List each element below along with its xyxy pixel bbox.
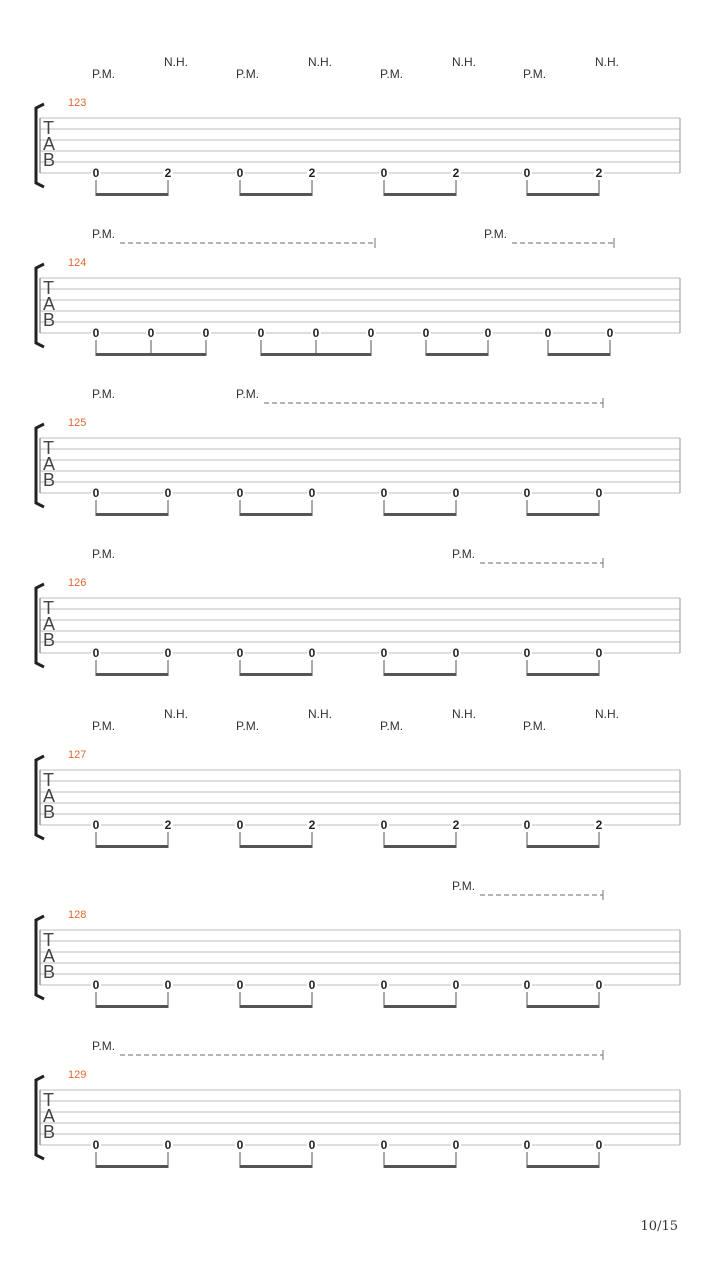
note-beam (527, 673, 599, 676)
fret-number: 0 (380, 1138, 388, 1152)
measure-number: 124 (68, 257, 87, 269)
note-beam (240, 193, 312, 196)
fret-number: 0 (595, 486, 603, 500)
fret-number: 0 (595, 646, 603, 660)
fret-number: 0 (147, 326, 155, 340)
fret-number: 0 (257, 326, 265, 340)
fret-number: 0 (308, 646, 316, 660)
measure-number: 123 (68, 97, 87, 109)
tab-system (36, 1039, 680, 1168)
tab-clef-letter: T (43, 598, 54, 618)
palm-mute-label: P.M. (380, 67, 404, 81)
note-beam (96, 193, 168, 196)
natural-harmonic-label: N.H. (308, 55, 332, 69)
tab-clef-letter: A (43, 454, 56, 474)
fret-number: 0 (606, 326, 614, 340)
tab-clef-letter: B (43, 962, 56, 982)
fret-number: 0 (523, 486, 531, 500)
fret-number: 2 (595, 818, 603, 832)
palm-mute-label: P.M. (92, 719, 116, 733)
note-beam (527, 1005, 599, 1008)
fret-number: 0 (452, 486, 460, 500)
fret-number: 0 (92, 486, 100, 500)
tab-clef-letter: A (43, 614, 56, 634)
palm-mute-label: P.M. (236, 719, 260, 733)
fret-number: 0 (164, 486, 172, 500)
fret-number: 0 (236, 646, 244, 660)
tab-clef-letter: B (43, 150, 56, 170)
fret-number: 0 (92, 166, 100, 180)
tab-clef-letter: T (43, 1090, 54, 1110)
palm-mute-label: P.M. (236, 387, 260, 401)
palm-mute-label: P.M. (380, 719, 404, 733)
palm-mute-label: P.M. (484, 227, 508, 241)
fret-number: 0 (92, 646, 100, 660)
palm-mute-label: P.M. (523, 67, 547, 81)
natural-harmonic-label: N.H. (452, 707, 476, 721)
tab-system (36, 879, 680, 1008)
fret-number: 0 (380, 486, 388, 500)
palm-mute-label: P.M. (92, 387, 116, 401)
note-beam (261, 353, 371, 356)
note-beam (426, 353, 488, 356)
fret-number: 0 (92, 818, 100, 832)
note-beam (384, 193, 456, 196)
fret-number: 2 (164, 166, 172, 180)
tab-clef-letter: T (43, 930, 54, 950)
tab-system (36, 227, 680, 356)
fret-number: 0 (523, 646, 531, 660)
tab-clef-letter: A (43, 1106, 56, 1126)
note-beam (240, 1165, 312, 1168)
tab-clef-letter: A (43, 134, 56, 154)
note-beam (384, 673, 456, 676)
fret-number: 0 (308, 486, 316, 500)
note-beam (96, 1005, 168, 1008)
natural-harmonic-label: N.H. (308, 707, 332, 721)
natural-harmonic-label: N.H. (164, 707, 188, 721)
note-beam (96, 513, 168, 516)
note-beam (240, 1005, 312, 1008)
fret-number: 0 (380, 818, 388, 832)
palm-mute-label: P.M. (92, 547, 116, 561)
natural-harmonic-label: N.H. (164, 55, 188, 69)
tab-system (36, 387, 680, 516)
note-beam (384, 845, 456, 848)
fret-number: 0 (164, 646, 172, 660)
fret-number: 0 (484, 326, 492, 340)
measure-number: 129 (68, 1069, 87, 1081)
note-beam (96, 353, 206, 356)
tab-clef-letter: B (43, 802, 56, 822)
fret-number: 0 (236, 978, 244, 992)
fret-number: 2 (595, 166, 603, 180)
fret-number: 0 (92, 978, 100, 992)
fret-number: 0 (380, 646, 388, 660)
fret-number: 2 (308, 166, 316, 180)
fret-number: 0 (523, 978, 531, 992)
palm-mute-label: P.M. (452, 879, 476, 893)
tab-clef-letter: T (43, 770, 54, 790)
fret-number: 0 (312, 326, 320, 340)
palm-mute-label: P.M. (92, 1039, 116, 1053)
note-beam (240, 673, 312, 676)
natural-harmonic-label: N.H. (595, 707, 619, 721)
tab-clef-letter: B (43, 1122, 56, 1142)
fret-number: 0 (236, 818, 244, 832)
note-beam (96, 673, 168, 676)
note-beam (384, 1005, 456, 1008)
tab-clef-letter: T (43, 438, 54, 458)
note-beam (240, 845, 312, 848)
palm-mute-label: P.M. (236, 67, 260, 81)
fret-number: 0 (523, 818, 531, 832)
tab-system (36, 55, 680, 196)
note-beam (96, 1165, 168, 1168)
measure-number: 128 (68, 909, 87, 921)
note-beam (384, 513, 456, 516)
palm-mute-label: P.M. (92, 67, 116, 81)
tab-clef-letter: B (43, 630, 56, 650)
fret-number: 0 (422, 326, 430, 340)
fret-number: 0 (202, 326, 210, 340)
fret-number: 0 (523, 1138, 531, 1152)
note-beam (527, 193, 599, 196)
fret-number: 0 (236, 486, 244, 500)
fret-number: 0 (452, 646, 460, 660)
tab-clef-letter: B (43, 470, 56, 490)
page-indicator: 10/15 (640, 1219, 678, 1234)
fret-number: 0 (595, 1138, 603, 1152)
tab-clef-letter: B (43, 310, 56, 330)
fret-number: 0 (523, 166, 531, 180)
palm-mute-label: P.M. (92, 227, 116, 241)
palm-mute-label: P.M. (523, 719, 547, 733)
fret-number: 2 (164, 818, 172, 832)
measure-number: 125 (68, 417, 87, 429)
note-beam (384, 1165, 456, 1168)
fret-number: 0 (164, 978, 172, 992)
fret-number: 0 (92, 1138, 100, 1152)
fret-number: 0 (236, 166, 244, 180)
fret-number: 2 (452, 166, 460, 180)
fret-number: 0 (452, 1138, 460, 1152)
note-beam (240, 513, 312, 516)
note-beam (96, 845, 168, 848)
note-beam (548, 353, 610, 356)
fret-number: 0 (367, 326, 375, 340)
fret-number: 0 (308, 978, 316, 992)
tab-clef-letter: T (43, 278, 54, 298)
fret-number: 0 (92, 326, 100, 340)
note-beam (527, 845, 599, 848)
tab-clef-letter: A (43, 946, 56, 966)
fret-number: 0 (236, 1138, 244, 1152)
fret-number: 0 (452, 978, 460, 992)
measure-number: 127 (68, 749, 87, 761)
fret-number: 0 (595, 978, 603, 992)
fret-number: 0 (380, 978, 388, 992)
fret-number: 0 (308, 1138, 316, 1152)
measure-number: 126 (68, 577, 87, 589)
fret-number: 0 (164, 1138, 172, 1152)
natural-harmonic-label: N.H. (595, 55, 619, 69)
palm-mute-label: P.M. (452, 547, 476, 561)
note-beam (527, 1165, 599, 1168)
fret-number: 2 (308, 818, 316, 832)
tab-clef-letter: A (43, 294, 56, 314)
note-beam (527, 513, 599, 516)
tab-clef-letter: T (43, 118, 54, 138)
tab-clef-letter: A (43, 786, 56, 806)
natural-harmonic-label: N.H. (452, 55, 476, 69)
tab-system (36, 707, 680, 848)
fret-number: 0 (544, 326, 552, 340)
tab-system (36, 547, 680, 676)
fret-number: 2 (452, 818, 460, 832)
fret-number: 0 (380, 166, 388, 180)
